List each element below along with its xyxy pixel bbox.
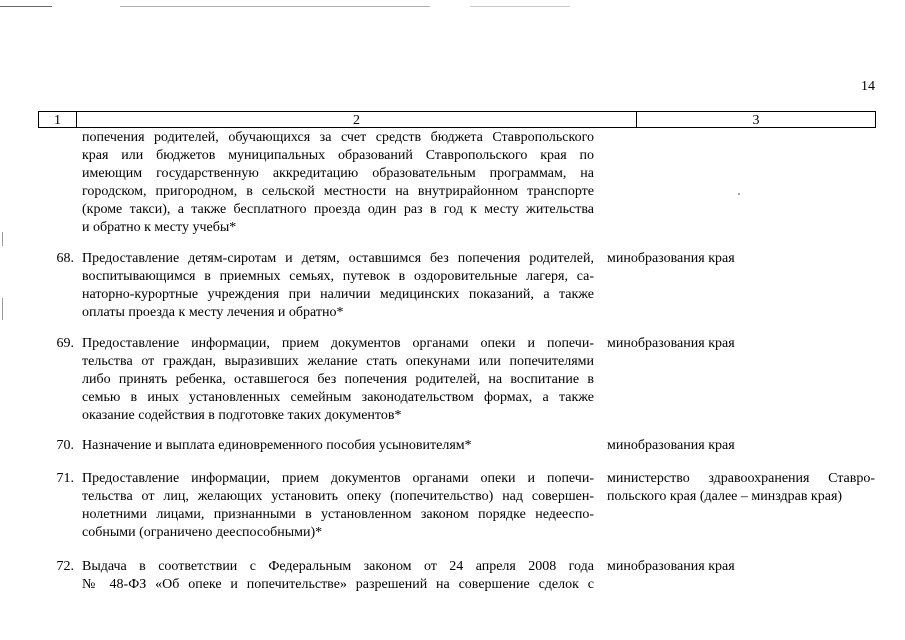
scan-edge-line: [470, 6, 570, 7]
row-description: [82, 129, 594, 237]
margin-mark: [2, 232, 3, 246]
description-line: попечения родителей, обучающихся за счет средств бюджета Ставропольского: [82, 130, 594, 145]
scan-speck: [738, 193, 740, 195]
organization-line: министерство здравоохранения Ставро-: [607, 471, 875, 486]
page-number: 14: [861, 79, 875, 94]
margin-mark: [2, 298, 3, 320]
column-header-3: 3: [752, 113, 760, 128]
description-line: тельства от лиц, желающих установить опеку (попечительство) над совершен-: [82, 489, 594, 504]
scan-edge-line: [0, 6, 52, 7]
organization-line: минобразования края: [607, 251, 735, 266]
organization-line: минобразования края: [607, 559, 735, 574]
description-line: Предоставление информации, прием документов органами опеки и попечи-: [82, 471, 594, 486]
row-organization: [607, 437, 875, 455]
description-line: № 48-ФЗ «Об опеке и попечительстве» разрешений на совершение сделок с: [82, 577, 594, 592]
description-line: семью в иных установленных семейным законодательством формах, а также: [82, 390, 594, 405]
row-description: [82, 335, 594, 425]
description-line: воспитывающимся в приемных семьях, путевок в оздоровительные лагеря, са-: [82, 269, 594, 284]
description-line: нолетними лицами, признанными в установленном законом порядке недееспо-: [82, 507, 594, 522]
organization-line: минобразования края: [607, 336, 735, 351]
row-number: 72.: [56, 559, 74, 574]
row-organization: [607, 335, 875, 353]
row-organization: [607, 250, 875, 268]
description-line: Предоставление детям-сиротам и детям, оставшимся без попечения родителей,: [82, 251, 594, 266]
description-line: Предоставление информации, прием документов органами опеки и попечи-: [82, 336, 594, 351]
row-description: [82, 250, 594, 322]
description-line: (кроме такси), а также бесплатного проезда один раз в год к месту жительства: [82, 202, 594, 217]
row-number: 71.: [56, 471, 74, 486]
row-number: 70.: [56, 438, 74, 453]
row-number: 69.: [56, 336, 74, 351]
row-description: [82, 470, 594, 542]
column-header-1: 1: [39, 112, 77, 127]
organization-line: минобразования края: [607, 438, 735, 453]
description-line: тельства от граждан, выразивших желание стать опекунами или попечителями: [82, 354, 594, 369]
row-organization: [607, 558, 875, 576]
organization-line: польского края (далее – минздрав края): [607, 489, 843, 504]
description-line: оказание содействия в подготовке таких документов*: [82, 408, 402, 423]
description-line: либо принять ребенка, оставшегося без попечения родителей, на воспитание в: [82, 372, 594, 387]
scan-edge-line: [120, 6, 430, 7]
description-line: края или бюджетов муниципальных образований Ставропольского края по: [82, 148, 594, 163]
row-organization: [607, 470, 875, 506]
row-description: [82, 558, 594, 594]
column-header-2: 2: [77, 112, 637, 127]
description-line: наторно-курортные учреждения при наличии медицинских показаний, а также: [82, 287, 594, 302]
description-line: Назначение и выплата единовременного пособия усыновителям*: [82, 438, 472, 453]
table-header: [38, 111, 876, 128]
description-line: оплаты проезда к месту лечения и обратно*: [82, 305, 344, 320]
description-line: имеющим государственную аккредитацию образовательным программам, на: [82, 166, 594, 181]
row-description: [82, 437, 594, 455]
description-line: Выдача в соответствии с Федеральным законом от 24 апреля 2008 года: [82, 559, 594, 574]
description-line: городском, пригородном, в сельской местности на внутрирайонном транспорте: [82, 184, 594, 199]
description-line: и обратно к месту учебы*: [82, 220, 237, 235]
description-line: собными (ограничено дееспособными)*: [82, 525, 323, 540]
row-number: 68.: [56, 251, 74, 266]
